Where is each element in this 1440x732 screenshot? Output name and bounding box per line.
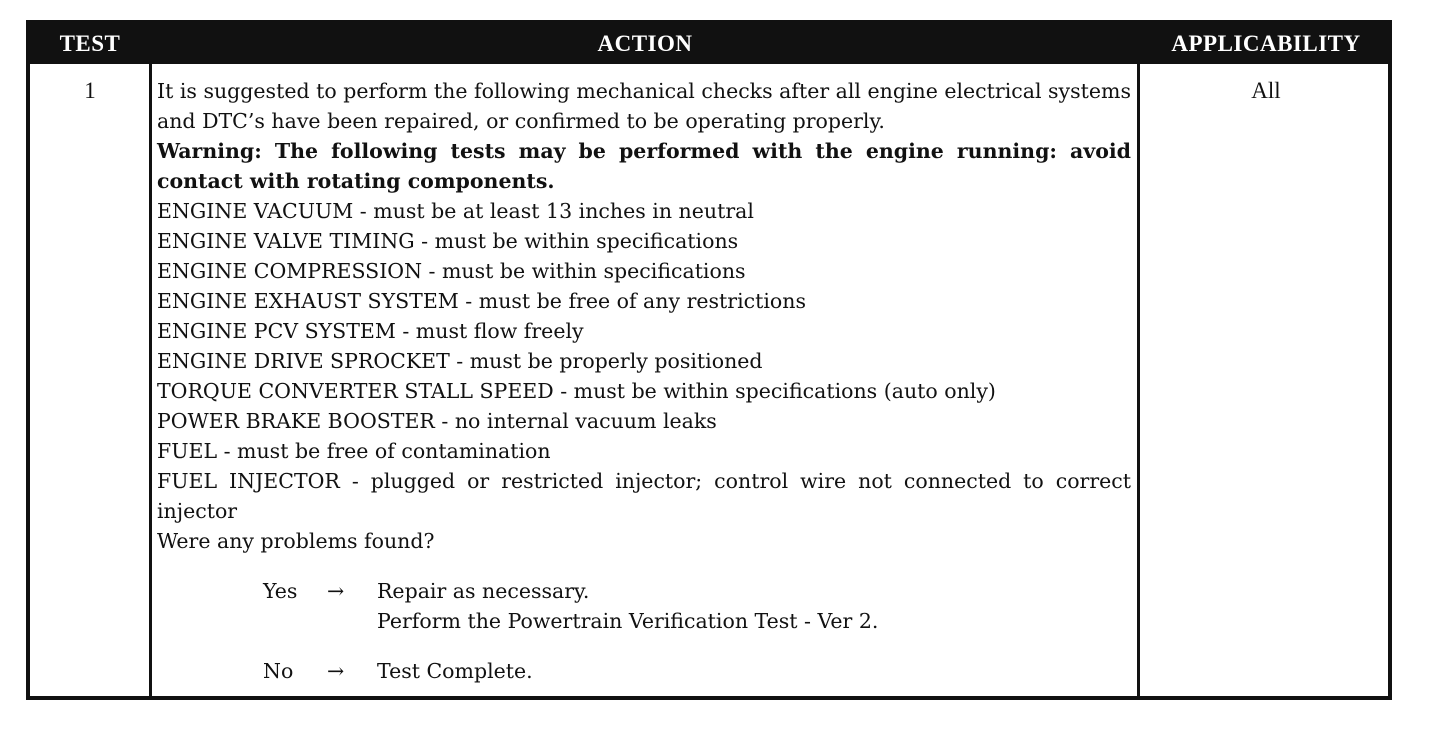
warning-text: Warning: The following tests may be performed with the engine running: avoid contact with rotating components.	[157, 139, 1131, 193]
yes-action-line2: Perform the Powertrain Verification Test - Ver 2.	[377, 609, 879, 633]
check-item: ENGINE DRIVE SPROCKET - must be properly positioned	[157, 349, 763, 373]
applicability-value: All	[1251, 78, 1281, 103]
check-item: ENGINE VALVE TIMING - must be within specifications	[157, 229, 739, 253]
test-number: 1	[84, 78, 96, 103]
check-item: ENGINE VACUUM - must be at least 13 inches in neutral	[157, 199, 754, 223]
column-divider	[149, 64, 152, 696]
arrow-right-icon: →	[327, 579, 345, 603]
action-cell	[157, 76, 1131, 556]
intro-text: It is suggested to perform the following mechanical checks after all engine electrical systems and DTC’s have been repaired, or confirmed to be operating properly.	[157, 79, 1131, 133]
check-item: ENGINE EXHAUST SYSTEM - must be free of any restrictions	[157, 289, 806, 313]
arrow-right-icon: →	[327, 659, 345, 683]
header-applicability: APPLICABILITY	[1171, 31, 1361, 56]
check-item: POWER BRAKE BOOSTER - no internal vacuum leaks	[157, 409, 717, 433]
check-item: ENGINE PCV SYSTEM - must flow freely	[157, 319, 584, 343]
column-divider	[1137, 64, 1140, 696]
check-item: ENGINE COMPRESSION - must be within specifications	[157, 259, 746, 283]
check-item: FUEL - must be free of contamination	[157, 439, 551, 463]
table-header	[30, 24, 1388, 64]
header-action: ACTION	[597, 31, 693, 56]
header-test: TEST	[59, 31, 121, 56]
yes-label: Yes	[263, 579, 298, 603]
yes-action-line1: Repair as necessary.	[377, 579, 590, 603]
check-item: TORQUE CONVERTER STALL SPEED - must be within specifications (auto only)	[157, 379, 996, 403]
no-label: No	[263, 659, 294, 683]
question-text: Were any problems found?	[157, 529, 435, 553]
check-item: FUEL INJECTOR - plugged or restricted injector; control wire not connected to correct injector	[157, 469, 1131, 523]
diagnostic-table	[26, 20, 1392, 700]
no-action-line1: Test Complete.	[377, 659, 533, 683]
